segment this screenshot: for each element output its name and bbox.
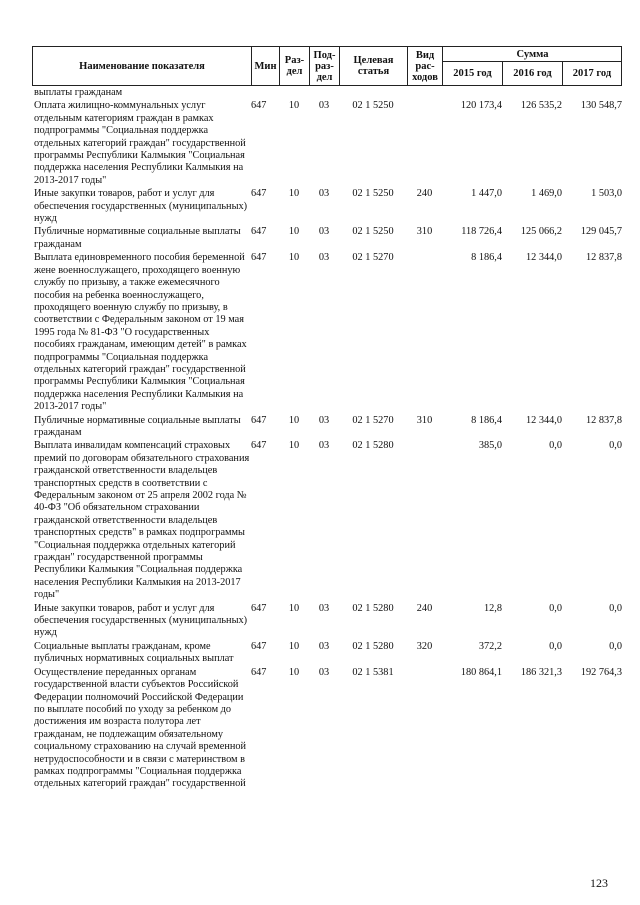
row-razdel: 10 xyxy=(288,252,300,264)
row-name: Оплата жилищно-коммунальных услуг отдельным категориям граждан в рамках подпрограммы "Социальная поддержка отдельных категорий граждан" государственной программы Республики Калмыкия "Социальная поддержка населения Республики Калмыкия на 2013-2017 годы" xyxy=(34,100,246,186)
row-expense-type xyxy=(407,252,442,414)
row-2015: 12,8 xyxy=(483,602,502,614)
row-2016: 186 321,3 xyxy=(520,666,562,678)
row-2017: 192 764,3 xyxy=(580,666,622,678)
row-target-item: 02 1 5280 xyxy=(352,440,394,452)
row-min: 647 xyxy=(251,188,267,200)
table-row xyxy=(32,440,622,602)
row-target-item: 02 1 5280 xyxy=(352,602,394,614)
row-razdel: 10 xyxy=(288,414,300,426)
row-name: Публичные нормативные социальные выплаты гражданам xyxy=(34,414,241,438)
row-podrazdel: 03 xyxy=(318,226,330,238)
row-expense-type: 320 xyxy=(416,640,433,652)
row-min xyxy=(251,87,279,100)
table-row xyxy=(32,100,622,188)
table-row xyxy=(32,667,622,792)
row-min: 647 xyxy=(251,100,267,112)
row-target-item: 02 1 5381 xyxy=(352,666,394,678)
row-2015: 180 864,1 xyxy=(460,666,502,678)
row-2017: 12 837,8 xyxy=(585,252,622,264)
row-razdel: 10 xyxy=(288,640,300,652)
table-row xyxy=(32,415,622,441)
header-razdel: Раз- дел xyxy=(280,47,310,85)
row-min: 647 xyxy=(251,666,267,678)
row-razdel: 10 xyxy=(288,666,300,678)
row-2017: 0,0 xyxy=(609,440,622,452)
row-podrazdel: 03 xyxy=(318,640,330,652)
row-2016: 126 535,2 xyxy=(520,100,562,112)
row-name: Осуществление переданных органам государственной власти субъектов Российской Федерации полномочий Российской Федерации по выплате пособий по уходу за ребенком до достижения им возраста полутора лет гражданам, не подлежащим обязательному социальному страхованию на случай временной нетрудоспособности и в связи с материнством в рамках подпрограммы "Социальная поддержка отдельных категорий граждан" государственной xyxy=(34,666,247,790)
row-min: 647 xyxy=(251,440,267,452)
row-target-item: 02 1 5280 xyxy=(352,640,394,652)
row-2017: 130 548,7 xyxy=(580,100,622,112)
header-sum: Сумма xyxy=(443,47,622,62)
row-2015: 1 447,0 xyxy=(471,188,502,200)
row-target-item: 02 1 5250 xyxy=(352,188,394,200)
row-podrazdel: 03 xyxy=(318,188,330,200)
table-body xyxy=(32,87,622,792)
row-2015: 120 173,4 xyxy=(460,100,502,112)
header-name: Наименование показателя xyxy=(33,47,252,85)
row-name: Иные закупки товаров, работ и услуг для обеспечения государственных (муниципальных) нужд xyxy=(34,602,248,639)
header-2017: 2017 год xyxy=(572,67,612,79)
row-2016: 12 344,0 xyxy=(525,252,562,264)
row-podrazdel: 03 xyxy=(318,100,330,112)
table-row xyxy=(32,188,622,226)
row-podrazdel: 03 xyxy=(318,440,330,452)
row-name: Социальные выплаты гражданам, кроме публичных нормативных социальных выплат xyxy=(34,640,234,665)
header-2015: 2015 год xyxy=(443,61,503,85)
row-expense-type xyxy=(407,100,442,188)
row-2017: 12 837,8 xyxy=(585,414,622,426)
table-row xyxy=(32,641,622,667)
row-expense-type xyxy=(407,667,442,792)
table-row xyxy=(32,603,622,641)
row-razdel: 10 xyxy=(288,440,300,452)
table-header xyxy=(32,46,622,86)
row-min: 647 xyxy=(251,414,267,426)
row-expense-type: 310 xyxy=(416,414,433,426)
row-target-item: 02 1 5250 xyxy=(352,226,394,238)
row-target-item xyxy=(339,87,407,100)
row-name: Публичные нормативные социальные выплаты гражданам xyxy=(34,226,241,250)
row-2015 xyxy=(442,87,502,100)
table-row xyxy=(32,87,622,100)
row-name: выплаты гражданам xyxy=(34,87,123,98)
row-min: 647 xyxy=(251,640,267,652)
row-podrazdel xyxy=(309,87,339,100)
row-expense-type xyxy=(407,87,442,100)
row-podrazdel: 03 xyxy=(318,602,330,614)
row-2017: 0,0 xyxy=(609,640,622,652)
row-razdel: 10 xyxy=(288,226,300,238)
row-razdel: 10 xyxy=(288,100,300,112)
row-expense-type: 240 xyxy=(416,602,433,614)
row-2015: 8 186,4 xyxy=(471,252,502,264)
row-name: Выплата единовременного пособия беременной жене военнослужащего, проходящего военную службу по призыву, а также ежемесячного пособия на ребенка военнослужащего, проходящего военную службу по призыву, в соответствии с Федеральным законом от 19 мая 1995 года № 81-ФЗ "О государственных пособиях гражданам, имеющим детей" в рамках подпрограммы "Социальная поддержка отдельных категорий граждан" государственной программы Республики Калмыкия "Социальная поддержка населения Республики Калмыкия на 2013-2017 годы" xyxy=(34,252,247,413)
row-2015: 385,0 xyxy=(478,440,502,452)
row-2016: 0,0 xyxy=(549,440,562,452)
page-number: 123 xyxy=(590,876,608,890)
row-2016: 0,0 xyxy=(549,640,562,652)
row-2015: 118 726,4 xyxy=(461,226,502,238)
row-expense-type xyxy=(407,440,442,602)
row-name: Иные закупки товаров, работ и услуг для обеспечения государственных (муниципальных) нужд xyxy=(34,188,248,225)
row-2016: 0,0 xyxy=(549,602,562,614)
row-expense-type: 310 xyxy=(416,226,433,238)
row-2016: 12 344,0 xyxy=(525,414,562,426)
row-2015: 8 186,4 xyxy=(471,414,502,426)
row-target-item: 02 1 5270 xyxy=(352,414,394,426)
header-podrazdel: Под- раз- дел xyxy=(310,47,340,85)
row-2016 xyxy=(502,87,562,100)
row-razdel: 10 xyxy=(288,188,300,200)
row-2017: 1 503,0 xyxy=(591,188,622,200)
row-2015: 372,2 xyxy=(478,640,502,652)
row-min: 647 xyxy=(251,602,267,614)
row-2016: 1 469,0 xyxy=(531,188,562,200)
row-podrazdel: 03 xyxy=(318,414,330,426)
row-podrazdel: 03 xyxy=(318,666,330,678)
row-2017: 129 045,7 xyxy=(580,226,622,238)
row-target-item: 02 1 5270 xyxy=(352,252,394,264)
header-min: Мин xyxy=(252,47,280,85)
row-razdel: 10 xyxy=(288,602,300,614)
row-min: 647 xyxy=(251,226,267,238)
header-2016: 2016 год xyxy=(503,61,563,85)
budget-table xyxy=(32,87,622,792)
row-expense-type: 240 xyxy=(416,188,433,200)
row-2017 xyxy=(562,87,622,100)
row-min: 647 xyxy=(251,252,267,264)
row-2016: 125 066,2 xyxy=(520,226,562,238)
row-target-item: 02 1 5250 xyxy=(352,100,394,112)
row-razdel xyxy=(279,87,309,100)
row-podrazdel: 03 xyxy=(318,252,330,264)
header-target-item: Целевая статья xyxy=(340,47,408,85)
table-row xyxy=(32,252,622,414)
row-2017: 0,0 xyxy=(609,602,622,614)
table-row xyxy=(32,226,622,252)
header-expense-type: Вид рас- ходов xyxy=(408,47,443,85)
row-name: Выплата инвалидам компенсаций страховых премий по договорам обязательного страхования гражданской ответственности владельцев транспортных средств в соответствии с Федеральным законом от 25 апреля 2002 года № 40-ФЗ "Об обязательном страховании гражданской ответственности владельцев транспортных средств" в рамках подпрограммы "Социальная поддержка отдельных категорий граждан" государственной программы Республики Калмыкия "Социальная поддержка населения Республики Калмыкия на 2013-2017 годы" xyxy=(34,440,250,601)
